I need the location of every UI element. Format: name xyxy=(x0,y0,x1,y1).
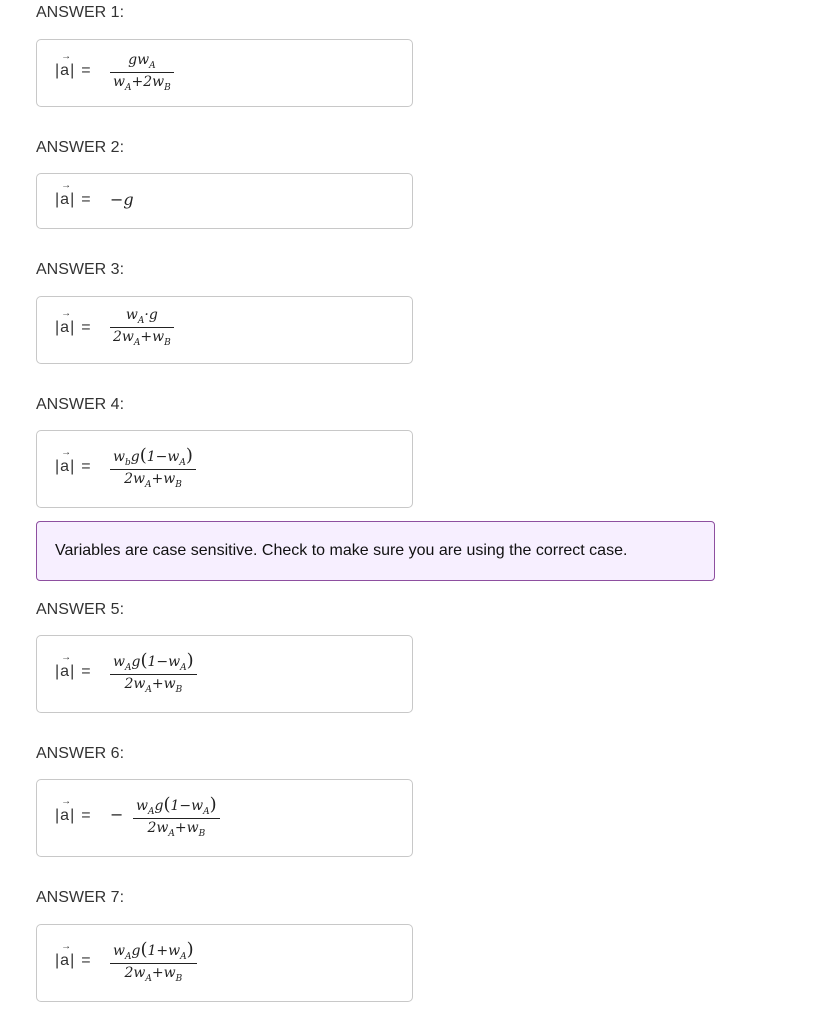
case-sensitivity-message-text: Variables are case sensitive. Check to make sure you are using the correct case. xyxy=(55,542,628,559)
answer-label: ANSWER 3: xyxy=(36,261,125,278)
answer-box[interactable] xyxy=(36,635,413,713)
answer-box[interactable] xyxy=(36,924,413,1002)
magnitude-a-label: |→ a| = xyxy=(54,807,91,825)
answer-expression: $w_Ag(1+w_A)$ $2w_A+w_B$ xyxy=(110,939,197,984)
answer-label: ANSWER 6: xyxy=(36,745,125,762)
answer-box[interactable] xyxy=(36,430,413,508)
magnitude-a-label: |→ a| = xyxy=(54,319,91,337)
answer-label: ANSWER 5: xyxy=(36,601,125,618)
answer-box[interactable] xyxy=(36,296,413,364)
answer-label: ANSWER 4: xyxy=(36,396,125,413)
case-sensitivity-message xyxy=(36,521,715,581)
answer-label: ANSWER 2: xyxy=(36,139,125,156)
answer-box[interactable] xyxy=(36,39,413,107)
magnitude-a-label: |→ a| = xyxy=(54,62,91,80)
magnitude-a-label: |→ a| = xyxy=(54,191,91,209)
negative-sign: − xyxy=(110,805,124,824)
magnitude-a-label: |→ a| = xyxy=(54,663,91,681)
answer-label: ANSWER 1: xyxy=(36,4,125,21)
answer-box[interactable] xyxy=(36,173,413,229)
answer-expression: −g xyxy=(110,190,134,209)
magnitude-a-label: |→ a| = xyxy=(54,458,91,476)
answer-expression: $w_bg(1-w_A)$ $2w_A+w_B$ xyxy=(110,445,196,490)
answer-expression: $w_Ag(1-w_A)$ $2w_A+w_B$ xyxy=(110,650,197,695)
answer-expression: $w_A\cdot g$ $2w_A+w_B$ xyxy=(110,307,174,348)
answer-box[interactable] xyxy=(36,779,413,857)
answer-expression: $w_Ag(1-w_A)$ $2w_A+w_B$ xyxy=(133,794,220,839)
magnitude-a-label: |→ a| = xyxy=(54,952,91,970)
answer-label: ANSWER 7: xyxy=(36,889,125,906)
answer-expression: $gw_A$ $w_A+2w_B$ xyxy=(110,52,174,93)
